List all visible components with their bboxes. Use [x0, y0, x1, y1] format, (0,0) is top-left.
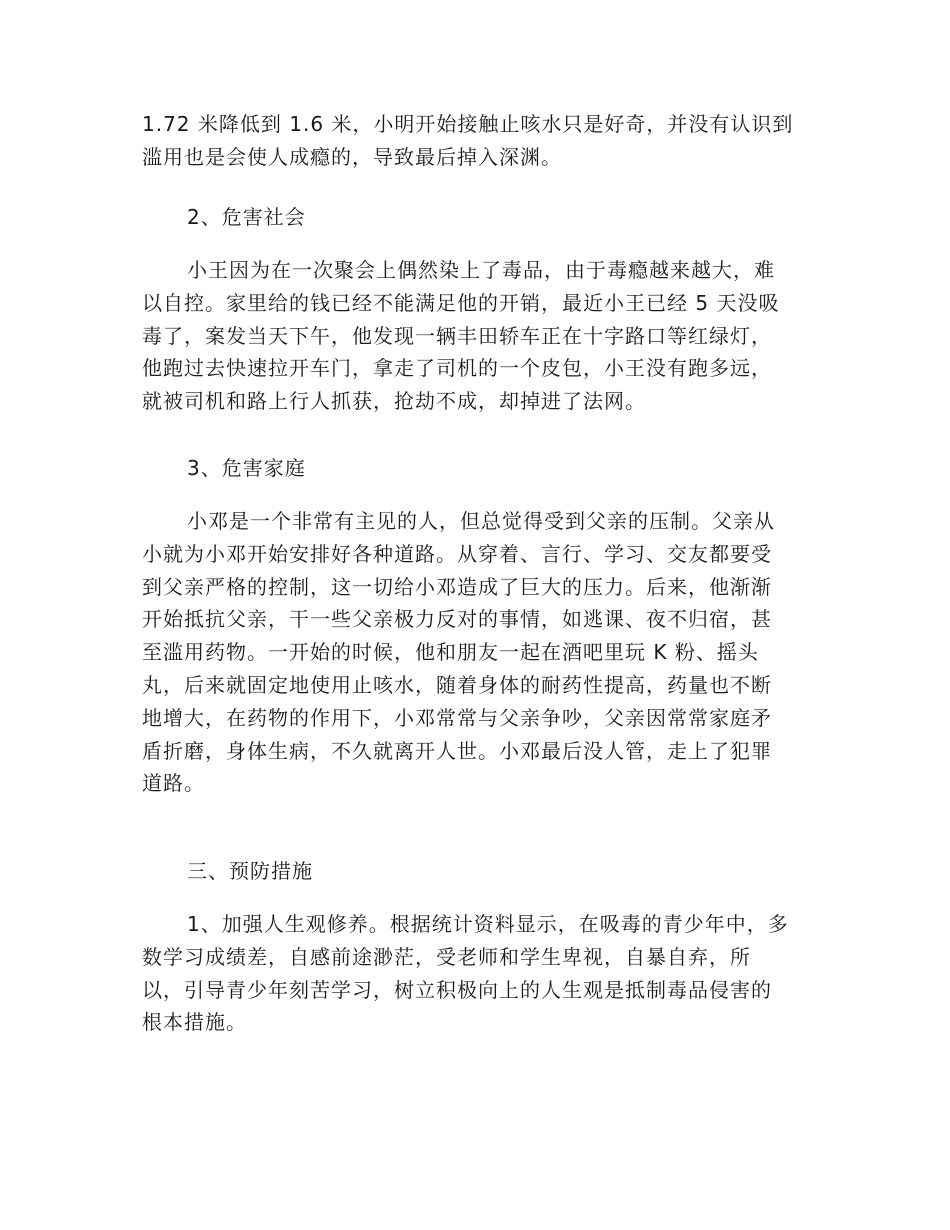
text-line: 盾折磨，身体生病，不久就离开人世。小邓最后没人管，走上了犯罪	[142, 738, 772, 763]
text-line: 他跑过去快速拉开车门，拿走了司机的一个皮包，小王没有跑多远，	[142, 356, 772, 381]
text-line: 以自控。家里给的钱已经不能满足他的开销，最近小王已经 5 天没吸	[142, 290, 780, 315]
text-line: 以，引导青少年刻苦学习，树立积极向上的人生观是抵制毒品侵害的	[142, 977, 772, 1002]
section-heading-harm-society	[142, 201, 822, 234]
text-line: 1.72 米降低到 1.6 米，小明开始接触止咳水只是好奇，并没有认识到	[142, 112, 794, 136]
section-heading-prevention	[142, 855, 822, 888]
heading-text: 三、预防措施	[187, 859, 313, 883]
paragraph-height-story-end	[142, 108, 822, 174]
heading-text: 2、危害社会	[187, 205, 306, 229]
text-line: 小王因为在一次聚会上偶然染上了毒品，由于毒瘾越来越大，难	[187, 258, 775, 282]
heading-text: 3、危害家庭	[187, 456, 306, 480]
paragraph-xiaodeng-story	[142, 505, 822, 800]
text-line: 丸，后来就固定地使用止咳水，随着身体的耐药性提高，药量也不断	[142, 672, 772, 697]
text-line: 地增大，在药物的作用下，小邓常常与父亲争吵，父亲因常常家庭矛	[142, 705, 772, 730]
text-line: 根本措施。	[142, 1010, 247, 1035]
text-line: 小就为小邓开始安排好各种道路。从穿着、言行、学习、交友都要受	[142, 541, 772, 566]
text-line: 1、加强人生观修养。根据统计资料显示，在吸毒的青少年中，多	[187, 912, 789, 936]
text-line: 小邓是一个非常有主见的人，但总觉得受到父亲的压制。父亲从	[187, 509, 775, 533]
text-line: 数学习成绩差，自感前途渺茫，受老师和学生卑视，自暴自弃，所	[142, 944, 751, 969]
text-line: 到父亲严格的控制，这一切给小邓造成了巨大的压力。后来，他渐渐	[142, 574, 772, 599]
text-line: 道路。	[142, 771, 205, 796]
text-line: 开始抵抗父亲，干一些父亲极力反对的事情，如逃课、夜不归宿，甚	[142, 607, 772, 632]
section-heading-harm-family	[142, 452, 822, 485]
text-line: 至滥用药物。一开始的时候，他和朋友一起在酒吧里玩 K 粉、摇头	[142, 640, 759, 665]
text-line: 滥用也是会使人成瘾的，导致最后掉入深渊。	[142, 144, 562, 169]
text-line: 毒了，案发当天下午，他发现一辆丰田轿车正在十字路口等红绿灯，	[142, 323, 772, 348]
text-line: 就被司机和路上行人抓获，抢劫不成，却掉进了法网。	[142, 389, 646, 414]
paragraph-xiaowang-story	[142, 254, 822, 418]
paragraph-prevention-measure-1	[142, 908, 822, 1039]
